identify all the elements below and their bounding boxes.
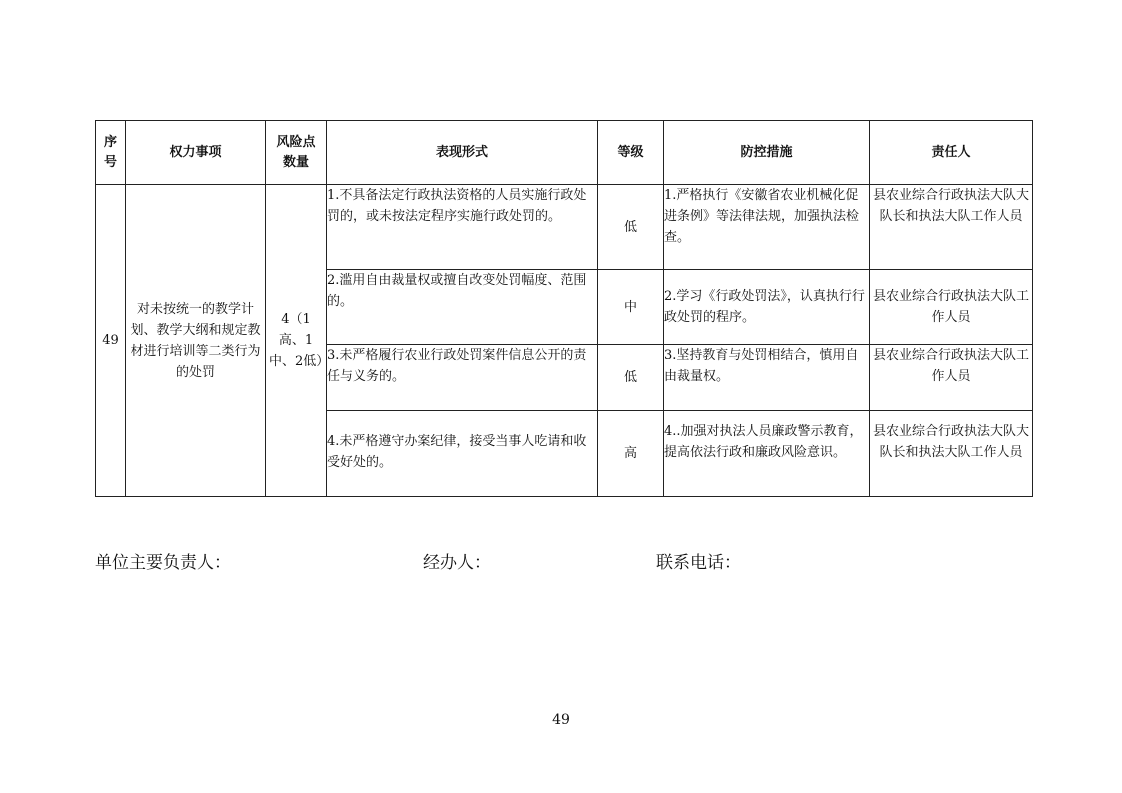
level-cell: 低 [598, 185, 664, 270]
form-cell: 4.未严格遵守办案纪律，接受当事人吃请和收受好处的。 [327, 411, 598, 497]
header-level: 等级 [598, 121, 664, 185]
measures-cell: 2.学习《行政处罚法》，认真执行行政处罚的程序。 [664, 270, 870, 345]
level-cell: 中 [598, 270, 664, 345]
table-row [96, 185, 1033, 270]
header-form: 表现形式 [327, 121, 598, 185]
phone-label: 联系电话： [656, 553, 741, 573]
page-number: 49 [552, 712, 570, 728]
responsible-cell: 县农业综合行政执法大队大队长和执法大队工作人员 [870, 185, 1033, 270]
measures-cell: 3.坚持教育与处罚相结合，慎用自由裁量权。 [664, 345, 870, 411]
responsible-cell: 县农业综合行政执法大队工作人员 [870, 270, 1033, 345]
power-item-cell: 对未按统一的教学计划、教学大纲和规定教材进行培训等二类行为的处罚 [126, 185, 266, 497]
seq-cell: 49 [96, 185, 126, 497]
risk-count-cell: 4（1高、1中、2低） [266, 185, 327, 497]
risk-control-table [95, 120, 1033, 497]
responsible-cell: 县农业综合行政执法大队工作人员 [870, 345, 1033, 411]
level-cell: 低 [598, 345, 664, 411]
header-seq: 序号 [96, 121, 126, 185]
header-responsible: 责任人 [870, 121, 1033, 185]
header-measures: 防控措施 [664, 121, 870, 185]
form-cell: 3.未严格履行农业行政处罚案件信息公开的责任与义务的。 [327, 345, 598, 411]
header-power-item: 权力事项 [126, 121, 266, 185]
measures-cell: 1.严格执行《安徽省农业机械化促进条例》等法律法规，加强执法检查。 [664, 185, 870, 270]
responsible-cell: 县农业综合行政执法大队大队长和执法大队工作人员 [870, 411, 1033, 497]
header-risk-count: 风险点数量 [266, 121, 327, 185]
measures-cell: 4..加强对执法人员廉政警示教育，提高依法行政和廉政风险意识。 [664, 411, 870, 497]
form-cell: 1.不具备法定行政执法资格的人员实施行政处罚的，或未按法定程序实施行政处罚的。 [327, 185, 598, 270]
unit-leader-label: 单位主要负责人： [95, 553, 231, 573]
table-header-row [96, 121, 1033, 185]
handler-label: 经办人： [423, 553, 491, 573]
level-cell: 高 [598, 411, 664, 497]
form-cell: 2.滥用自由裁量权或擅自改变处罚幅度、范围的。 [327, 270, 598, 345]
